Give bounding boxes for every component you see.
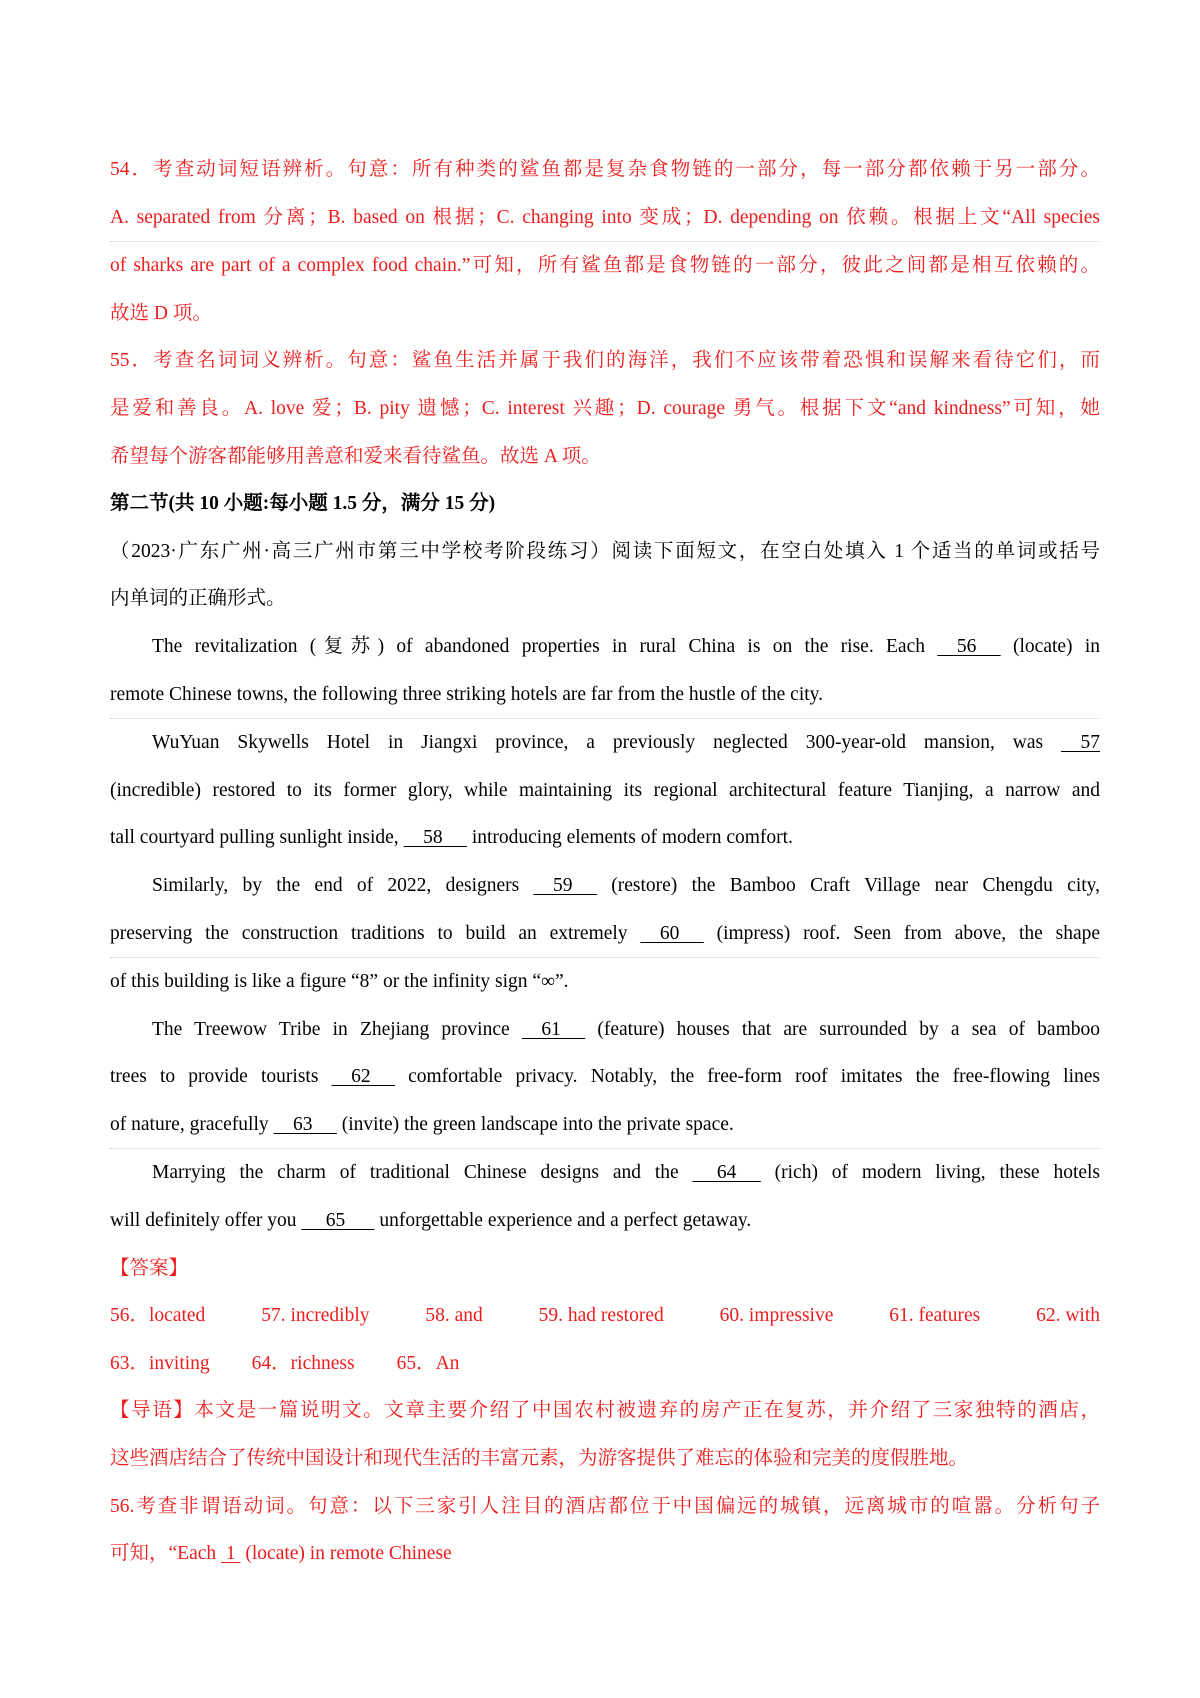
passage-text: WuYuan Skywells Hotel in Jiangxi province, a previously neglected 300-year-old mansion, was [152,732,1044,754]
blank-62: 62 [331,1066,395,1088]
passage-line [110,814,1100,862]
blank-65: 65 [301,1210,375,1232]
answer-56: 56．located [110,1305,206,1327]
blank-60: 60 [640,922,704,944]
answer-60: 60. impressive [719,1305,834,1327]
explanation-56-line-2 [110,1530,1100,1578]
passage-line: (incredible) restored to its former glory, while maintaining its regional architectural feature Tianjing, a narrow and [110,779,1100,801]
explanation-text: (locate) in remote Chinese [245,1543,452,1565]
passage-text: The Treewow Tribe in Zhejiang province [152,1018,510,1040]
passage-text: The revitalization (复苏) of abandoned properties in rural China is on the rise. Each [152,635,925,657]
passage-text: unforgettable experience and a perfect getaway. [379,1210,752,1232]
intro-line-1: 【导语】本文是一篇说明文。文章主要介绍了中国农村被遗弃的房产正在复苏，并介绍了三家独特的酒店， [110,1400,1100,1422]
answer-64: 64．richness [251,1352,355,1374]
answers-row-1 [110,1292,1100,1340]
passage-line [110,1197,1100,1245]
blank-61: 61 [521,1018,586,1040]
document-page [110,146,1100,1578]
answers-row-2 [110,1340,1100,1388]
answer-62: 62. with [1036,1305,1100,1327]
blank-63: 63 [273,1113,337,1135]
passage-line: remote Chinese towns, the following three striking hotels are far from the hustle of the city. [110,671,1100,720]
passage-line [110,1006,1100,1054]
passage-text: (rich) of modern living, these hotels [774,1162,1101,1184]
passage-text: introducing elements of modern comfort. [471,827,793,849]
passage-line [110,623,1100,671]
explanation-text: 可知，“Each [110,1543,217,1565]
passage-text: (locate) in [1013,635,1101,657]
passage-text: comfortable privacy. Notably, the free-form roof imitates the free-flowing lines [408,1066,1101,1088]
answer-header: 【答案】 [110,1257,189,1279]
explanation-54-line-3: of sharks are part of a complex food chain.”可知，所有鲨鱼都是食物链的一部分，彼此之间都是相互依赖的。 [110,255,1100,277]
explanation-54-line-1: 54．考查动词短语辨析。句意：所有种类的鲨鱼都是复杂食物链的一部分，每一部分都依赖于另一部分。 [110,159,1100,180]
answer-65: 65．An [396,1352,460,1374]
passage-text: Similarly, by the end of 2022, designers [152,874,520,896]
passage-text: Marrying the charm of traditional Chinese designs and the [152,1162,679,1184]
passage-line [110,1101,1100,1150]
explanation-56-line-1: 56.考查非谓语动词。句意：以下三家引人注目的酒店都位于中国偏远的城镇，远离城市的喧嚣。分析句子 [110,1495,1100,1517]
passage-line [110,862,1100,910]
passage-text: (restore) the Bamboo Craft Village near Chengdu city, [611,874,1101,896]
explanation-54-line-2: A. separated from 分离；B. based on 根据；C. changing into 变成；D. depending on 依赖。根据上文“All species [110,194,1100,243]
answer-59: 59. had restored [538,1305,664,1327]
passage-text: of nature, gracefully [110,1113,269,1135]
passage-text: (feature) houses that are surrounded by a sea of bamboo [597,1018,1100,1040]
section-title: 第二节(共 10 小题:每小题 1.5 分，满分 15 分) [110,493,496,515]
blank-56: 56 [937,635,1001,657]
answer-61: 61. features [889,1305,981,1327]
passage-line [110,910,1100,959]
passage-text: (invite) the green landscape into the private space. [341,1113,734,1135]
answer-58: 58. and [425,1305,483,1327]
blank-59: 59 [533,874,597,896]
answer-57: 57. incredibly [261,1305,370,1327]
passage-line: of this building is like a figure “8” or the infinity sign “∞”. [110,971,569,993]
instructions-line-1: （2023·广东广州·高三广州市第三中学校考阶段练习）阅读下面短文，在空白处填入 1 个适当的单词或括号 [110,540,1100,562]
passage-text: will definitely offer you [110,1210,297,1232]
passage-text: trees to provide tourists [110,1066,319,1088]
explanation-55-line-2: 是爱和善良。A. love 爱；B. pity 遗憾；C. interest 兴趣；D. courage 勇气。根据下文“and kindness”可知，她 [110,397,1100,419]
passage-text: (impress) roof. Seen from above, the shape [716,922,1101,944]
blank-1: 1 [221,1543,241,1565]
explanation-54-line-4: 故选 D 项。 [110,302,212,324]
instructions-line-2: 内单词的正确形式。 [110,588,286,610]
passage-text: tall courtyard pulling sunlight inside, [110,827,399,849]
explanation-55-line-3: 希望每个游客都能够用善意和爱来看待鲨鱼。故选 A 项。 [110,445,601,467]
blank-58: 58 [403,827,467,849]
blank-57: 57 [1061,732,1101,754]
passage-line [110,719,1100,767]
blank-64: 64 [692,1162,761,1184]
passage-line [110,1053,1100,1101]
passage-line [110,1149,1100,1197]
explanation-55-line-1: 55．考查名词词义辨析。句意：鲨鱼生活并属于我们的海洋，我们不应该带着恐惧和误解来看待它们，而 [110,350,1100,372]
answer-63: 63．inviting [110,1352,210,1374]
intro-line-2: 这些酒店结合了传统中国设计和现代生活的丰富元素，为游客提供了难忘的体验和完美的度假胜地。 [110,1448,969,1470]
passage-text: preserving the construction traditions to build an extremely [110,922,628,944]
